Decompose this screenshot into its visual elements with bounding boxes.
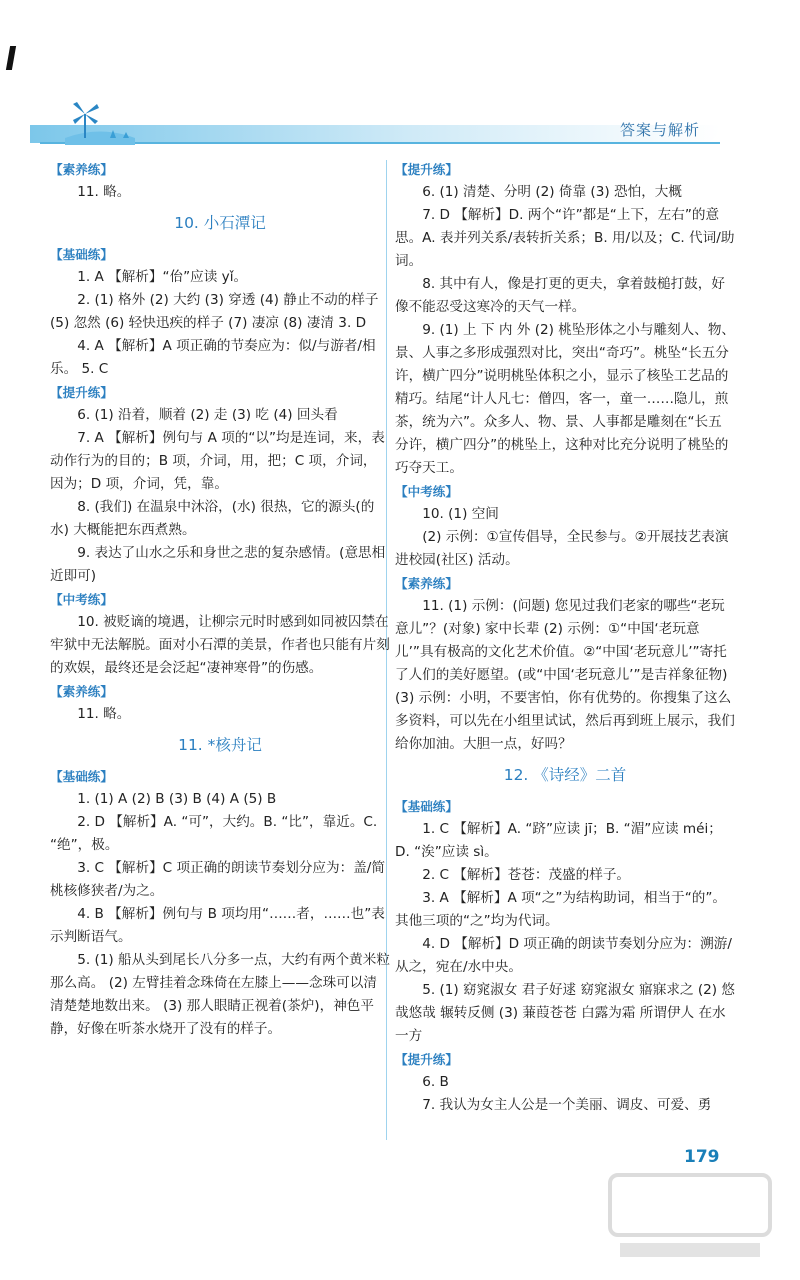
header-title: 答案与解析 <box>620 121 701 139</box>
section-tag: 【提升练】 <box>395 162 458 177</box>
answer-paragraph: 10. (1) 空间 <box>422 506 499 522</box>
answer-paragraph: 1. (1) A (2) B (3) B (4) A (5) B <box>77 791 277 807</box>
answer-paragraph: 11. 略。 <box>77 706 131 722</box>
answer-paragraph: (2) 示例：①宣传倡导，全民参与。②开展技艺表演进校园(社区) 活动。 <box>395 529 729 568</box>
answer-paragraph: 2. C 【解析】苍苍：茂盛的样子。 <box>422 867 631 883</box>
section-tag: 【提升练】 <box>395 1052 458 1067</box>
answer-paragraph: 4. B 【解析】例句与 B 项均用“……者，……也”表示判断语气。 <box>50 906 385 945</box>
answer-paragraph: 9. 表达了山水之乐和身世之悲的复杂感情。(意思相近即可) <box>50 545 386 584</box>
section-title: 10. 小石潭记 <box>174 214 266 232</box>
answer-paragraph: 4. A 【解析】A 项正确的节奏应为：似/与游者/相乐。 5. C <box>50 338 376 377</box>
section-tag: 【提升练】 <box>50 385 113 400</box>
answer-paragraph: 10. 被贬谪的境遇，让柳宗元时时感到如同被囚禁在牢狱中无法解脱。面对小石潭的美景，作者也只能有片刻的欢娱，最终还是会泛起“凄神寒骨”的伤感。 <box>50 614 390 676</box>
answer-paragraph: 2. D 【解析】A. “可”，大约。B. “比”，靠近。C. “绝”，极。 <box>50 814 378 853</box>
section-tag: 【素养练】 <box>50 684 113 699</box>
right-column <box>395 158 735 1117</box>
answer-paragraph: 6. B <box>422 1074 449 1090</box>
answer-paragraph: 4. D 【解析】D 项正确的朗读节奏划分应为：溯游/从之，宛在/水中央。 <box>395 936 732 975</box>
answer-paragraph: 6. (1) 清楚、分明 (2) 倚靠 (3) 恐怕，大概 <box>422 184 682 200</box>
answer-paragraph: 11. (1) 示例：(问题) 您见过我们老家的哪些“老玩意儿”？(对象) 家中长辈 (2) 示例：①“中国‘老玩意儿’”具有极高的文化艺术价值。②“中国‘老玩意儿’”寄托了人们的美好愿望。(或“中国‘老玩意儿’”是吉祥象征物) (3) 示例：小明，不要害怕，你有优势的。你搜集了这么多资料，可以先在小组里试试，然后再到班上展示，我们给你加油。大胆一点，好吗？ <box>395 598 735 752</box>
section-tag: 【基础练】 <box>395 799 458 814</box>
watermark-logo <box>600 1165 780 1265</box>
windmill-icon <box>55 100 145 145</box>
section-tag: 【素养练】 <box>395 576 458 591</box>
answer-paragraph: 11. 略。 <box>77 184 131 200</box>
left-column <box>50 158 390 1041</box>
answer-paragraph: 7. 我认为女主人公是一个美丽、调皮、可爱、勇 <box>422 1097 712 1113</box>
section-tag: 【基础练】 <box>50 769 113 784</box>
answer-paragraph: 1. A 【解析】“佁”应读 yǐ。 <box>77 269 248 285</box>
answer-paragraph: 5. (1) 船从头到尾长八分多一点，大约有两个黄米粒那么高。 (2) 左臂挂着念珠倚在左膝上——念珠可以清清楚楚地数出来。 (3) 那人眼睛正视着(茶炉)，神色平静，好像在听茶水烧开了没有的样子。 <box>50 952 390 1037</box>
answer-paragraph: 3. C 【解析】C 项正确的朗读节奏划分应为：盖/简桃核修狭者/为之。 <box>50 860 385 899</box>
section-title: 11. *核舟记 <box>178 736 262 754</box>
answer-paragraph: 5. (1) 窈窕淑女 君子好逑 窈窕淑女 寤寐求之 (2) 悠哉悠哉 辗转反侧 (3) 蒹葭苍苍 白露为霜 所谓伊人 在水一方 <box>395 982 736 1044</box>
section-title: 12. 《诗经》二首 <box>503 766 627 784</box>
answer-paragraph: 7. D 【解析】D. 两个“许”都是“上下，左右”的意思。A. 表并列关系/表转折关系；B. 用/以及；C. 代词/助词。 <box>395 207 735 269</box>
answer-paragraph: 7. A 【解析】例句与 A 项的“以”均是连词，来，表动作行为的目的；B 项，介词，用，把；C 项，介词，因为；D 项，介词，凭，靠。 <box>50 430 385 492</box>
answer-paragraph: 8. 其中有人，像是打更的更夫，拿着鼓槌打鼓，好像不能忍受这寒冷的天气一样。 <box>395 276 725 315</box>
section-tag: 【中考练】 <box>50 592 113 607</box>
answer-paragraph: 1. C 【解析】A. “跻”应读 jī；B. “湄”应读 méi；D. “涘”应读 sì。 <box>395 821 722 860</box>
page-number: 179 <box>684 1147 720 1167</box>
answer-paragraph: 9. (1) 上 下 内 外 (2) 桃坠形体之小与雕刻人、物、景、人事之多形成强烈对比，突出“奇巧”。桃坠“长五分许，横广四分”说明桃坠体积之小，显示了核坠工艺品的精巧。结尾“计人凡七：僧四，客一，童一……隐儿，煎茶，统为六”。众多人、物、景、人事都是雕刻在“长五分许，横广四分”的桃坠上，这种对比充分说明了桃坠的巧夺天工。 <box>395 322 736 476</box>
section-tag: 【素养练】 <box>50 162 113 177</box>
answer-paragraph: 2. (1) 格外 (2) 大约 (3) 穿透 (4) 静止不动的样子 (5) 忽然 (6) 轻快迅疾的样子 (7) 凄凉 (8) 凄清 3. D <box>50 292 379 331</box>
answer-paragraph: 6. (1) 沿着，顺着 (2) 走 (3) 吃 (4) 回头看 <box>77 407 338 423</box>
answer-paragraph: 3. A 【解析】A 项“之”为结构助词，相当于“的”。其他三项的“之”均为代词。 <box>395 890 726 929</box>
section-tag: 【中考练】 <box>395 484 458 499</box>
section-tag: 【基础练】 <box>50 247 113 262</box>
answer-paragraph: 8. (我们) 在温泉中沐浴，(水) 很热，它的源头(的水) 大概能把东西煮熟。 <box>50 499 375 538</box>
corner-mark <box>6 46 16 70</box>
